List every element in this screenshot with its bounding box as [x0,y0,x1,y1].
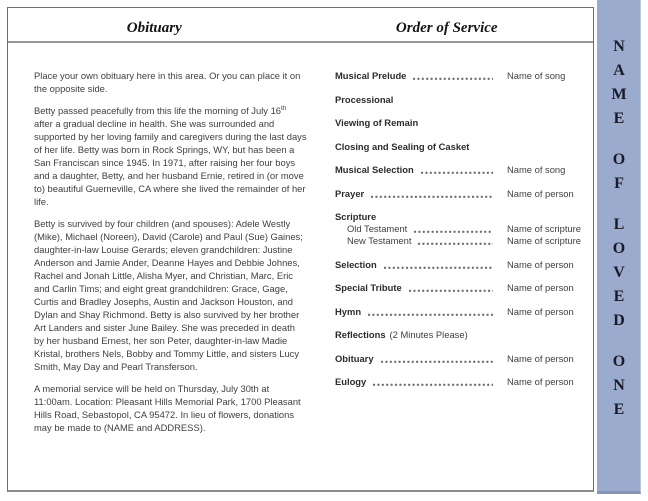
obituary-placeholder-note: Place your own obituary here in this area. Or you can place it on the opposite side. [34,70,301,94]
dotted-leader [421,170,493,175]
dotted-leader [413,76,493,81]
dotted-leader [368,312,493,317]
service-item-special-tribute [335,281,589,294]
service-item-value: Name of person [507,187,574,199]
banner-word: OF [610,151,628,199]
service-item-value: Name of person [507,258,574,270]
service-item-label: Eulogy [335,376,367,387]
dotted-leader [381,359,493,364]
service-item-label: Old Testament [347,223,408,234]
service-item-value: Name of person [507,352,574,364]
service-item-reflections [335,328,589,341]
banner-word: LOVED [610,216,628,336]
service-item-label: Processional [335,93,394,105]
service-item-label: Musical Selection [335,164,414,175]
two-column-body [8,43,593,443]
program-spread [7,7,594,492]
service-item-value: Name of person [507,376,574,387]
service-item-processional [335,93,589,106]
service-item-scripture-group [335,210,589,223]
obituary-paragraph-life [34,104,307,208]
service-item-hymn [335,305,589,318]
service-item-value: Name of person [507,282,574,293]
service-item-value: Name of person [507,305,574,317]
obituary-life-text-cont: after a gradual decline in health. She was surrounded and supported by her loving family and caregivers during the last days of her life. Betty was born in Rock Springs, WY, but has been a San Franciscan since 1945. In 1971, after raising her four boys and a daughter, Betty, and her husband Ernie, retired in (or move to) beautiful Guerneville, CA where she lived the remainder of her life. [34,118,307,207]
service-item-label: Scripture [335,211,377,222]
dotted-leader [409,288,493,293]
service-item-selection [335,258,589,271]
dotted-leader [414,229,493,234]
service-item-label: New Testament [347,235,412,246]
service-item-label: Hymn [335,305,362,317]
service-item-new-testament [335,235,589,247]
name-of-loved-one-banner [597,0,641,494]
obituary-life-text: Betty passed peacefully from this life the morning of July 16 [34,105,282,116]
obituary-heading: Obituary [126,20,182,36]
obituary-column [8,43,308,443]
service-item-label: Viewing of Remain [335,117,419,128]
service-item-label: Closing and Sealing of Casket [335,140,470,152]
dotted-leader [371,194,493,199]
service-item-value: Name of song [507,164,566,175]
service-item-label: Selection [335,258,377,270]
order-of-service-column [308,43,593,443]
order-of-service-heading: Order of Service [395,20,498,36]
service-item-value: Name of scripture [507,235,581,246]
service-item-musical-prelude [335,69,589,82]
service-item-closing-casket [335,140,589,153]
service-item-label: Obituary [335,352,374,364]
column-headers [8,8,593,43]
service-item-eulogy [335,375,589,388]
banner-word: ONE [610,353,628,425]
service-item-note: (2 Minutes Please) [389,329,468,340]
service-item-label: Reflections [335,329,386,340]
service-item-prayer [335,187,589,200]
banner-word: NAME [610,38,628,134]
service-item-old-testament [335,223,589,235]
obituary-paragraph-service-info: A memorial service will be held on Thursday, July 30th at 11:00am. Location: Pleasant Hills Memorial Park, 1700 Pleasant Hills Road, Sebastopol, CA 95472. In lieu of flowers, donations may be made to (NAME and ADDRESS). [34,383,301,433]
service-item-label: Prayer [335,187,365,199]
obituary-paragraph-survivors: Betty is survived by four children (and spouses): Adele Westly (Mike), Michael (Noreen), David (Carole) and Paul (Sue) Gaines; daughter-in-law Louise Gerards; eleven grandchildren: Justine Anderson and Jamie Ander, Deanne Hayes and Debbie Johnes, Rachel and Jonah Little, Alisha Myer, and Christian, Marc, Eric and Carlin Tims; and eight great grandchildren: Grace, Gage, Curtis and Bradley Josephs, Austin and Jackson Houston, and Dylan and Shay Richmond. Betty is also survived by her brother Art Landers and sister June Bailey. She was preceded in death by her husband Ernest, her son Peter, daughter-in-law Madie Kristal, brothers Nels, Bobby and Tommy Little, and sisters Lucy Smith, May Day and Pearl Transferson. [34,218,303,372]
service-item-value: Name of song [507,70,566,81]
service-item-obituary [335,352,589,365]
dotted-leader [418,241,493,246]
service-item-label: Musical Prelude [335,70,407,81]
dotted-leader [384,265,493,270]
dotted-leader [373,382,493,387]
service-item-value: Name of scripture [507,223,581,234]
service-item-label: Special Tribute [335,282,402,293]
ordinal-superscript: th [281,104,287,112]
service-item-viewing-of-remain [335,116,589,129]
service-item-musical-selection [335,163,589,176]
